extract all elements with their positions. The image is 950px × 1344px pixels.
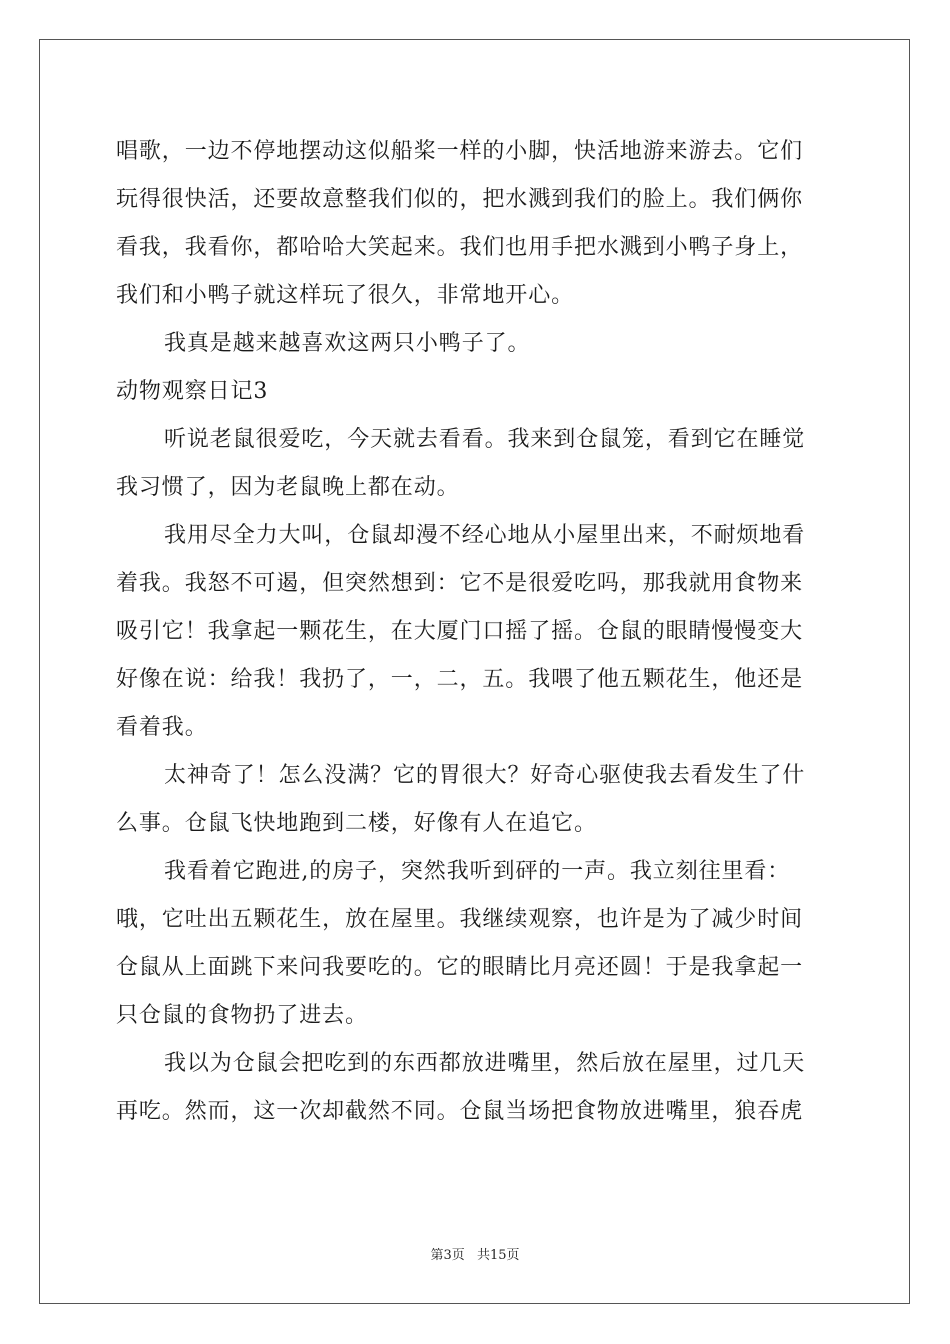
page-total: 共15页	[476, 1248, 520, 1263]
text-line: 我习惯了，因为老鼠晚上都在动。	[116, 475, 460, 500]
text-line: 看着我。	[116, 715, 208, 740]
document-body	[116, 128, 834, 1136]
page-number: 第3页	[430, 1248, 465, 1263]
text-line: 我们和小鸭子就这样玩了很久，非常地开心。	[116, 283, 575, 308]
text-line: 听说老鼠很爱吃，今天就去看看。我来到仓鼠笼，看到它在睡觉	[164, 427, 806, 452]
text-line: 我看着它跑进,的房子，突然我听到砰的一声。我立刻往里看：	[164, 859, 791, 884]
section-heading: 动物观察日记3	[116, 379, 269, 404]
text-line: 看我，我看你，都哈哈大笑起来。我们也用手把水溅到小鸭子身上，	[116, 235, 804, 260]
text-line: 我用尽全力大叫，仓鼠却漫不经心地从小屋里出来，不耐烦地看	[164, 523, 806, 548]
text-line: 玩得很快活，还要故意整我们似的，把水溅到我们的脸上。我们俩你	[116, 187, 804, 212]
text-line: 再吃。然而，这一次却截然不同。仓鼠当场把食物放进嘴里，狼吞虎	[116, 1099, 804, 1124]
text-line: 我以为仓鼠会把吃到的东西都放进嘴里，然后放在屋里，过几天	[164, 1051, 806, 1076]
text-line: 只仓鼠的食物扔了进去。	[116, 1003, 368, 1028]
text-line: 么事。仓鼠飞快地跑到二楼，好像有人在追它。	[116, 811, 597, 836]
text-line: 吸引它！我拿起一颗花生，在大厦门口摇了摇。仓鼠的眼睛慢慢变大	[116, 619, 804, 644]
text-line: 唱歌，一边不停地摆动这似船桨一样的小脚，快活地游来游去。它们	[116, 139, 804, 164]
page-footer	[0, 1248, 950, 1264]
text-line: 着我。我怒不可遏，但突然想到：它不是很爱吃吗，那我就用食物来	[116, 571, 804, 596]
text-line: 太神奇了！怎么没满？它的胃很大？好奇心驱使我去看发生了什	[164, 763, 806, 788]
text-line: 好像在说：给我！我扔了，一，二，五。我喂了他五颗花生，他还是	[116, 667, 804, 692]
text-line: 仓鼠从上面跳下来问我要吃的。它的眼睛比月亮还圆！于是我拿起一	[116, 955, 804, 980]
text-line: 我真是越来越喜欢这两只小鸭子了。	[164, 331, 531, 356]
text-line: 哦，它吐出五颗花生，放在屋里。我继续观察，也许是为了减少时间	[116, 907, 804, 932]
